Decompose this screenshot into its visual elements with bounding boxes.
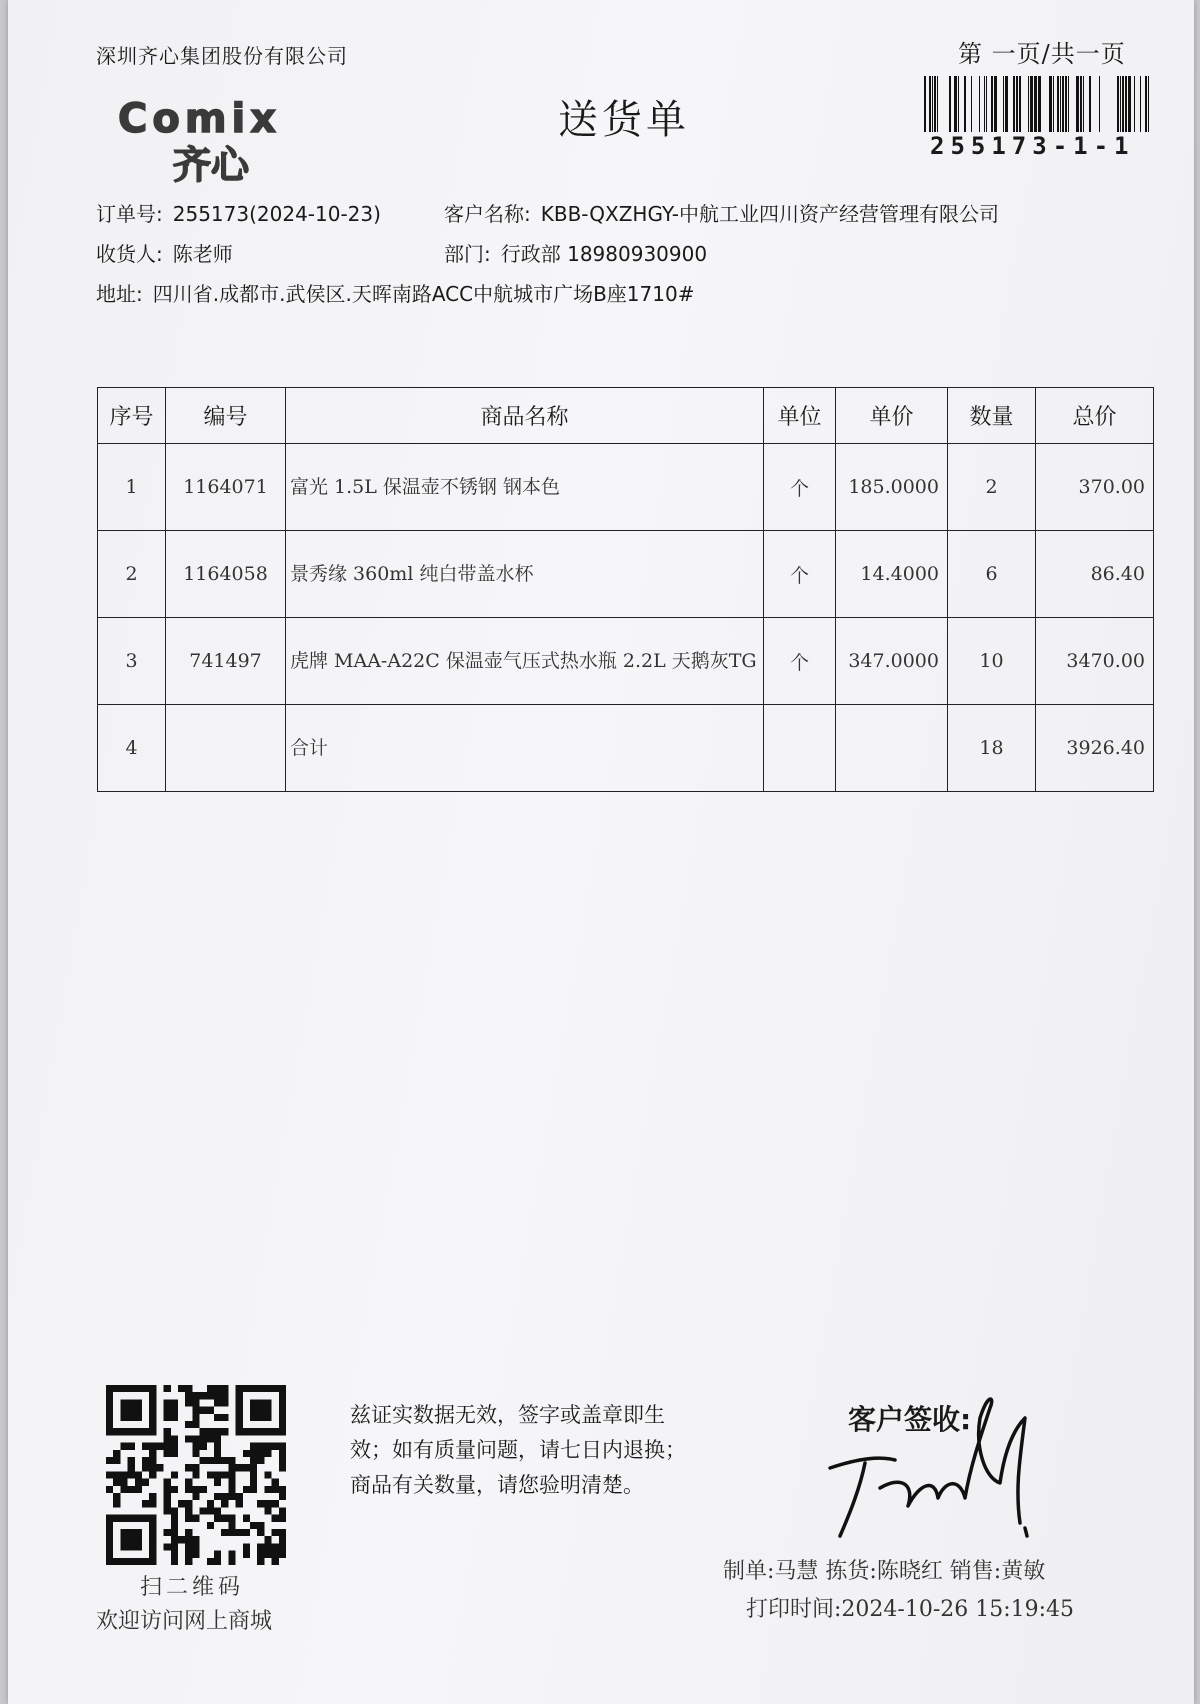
cell-product-name: 景秀缘 360ml 纯白带盖水杯 xyxy=(286,531,764,618)
customer-value: KBB-QXZHGY-中航工业四川资产经营管理有限公司 xyxy=(540,202,1000,226)
cell-total-quantity: 18 xyxy=(948,705,1036,792)
receiver-value: 陈老师 xyxy=(172,242,233,266)
cell-seq: 2 xyxy=(98,531,166,618)
order-number-label: 订单号: xyxy=(96,202,163,226)
address-row xyxy=(96,278,694,307)
customer-signature-label: 客户签收: xyxy=(848,1403,972,1436)
table-total-row xyxy=(98,705,1154,792)
department-label: 部门: xyxy=(444,242,491,266)
cell-seq: 4 xyxy=(98,705,166,792)
cell-product-name: 虎牌 MAA-A22C 保温壶气压式热水瓶 2.2L 天鹅灰TG xyxy=(286,618,764,705)
customer-row xyxy=(444,198,999,227)
cell-total: 3470.00 xyxy=(1036,618,1154,705)
cell-unit: 个 xyxy=(764,618,836,705)
order-number-row xyxy=(96,198,381,227)
cell-total-label: 合计 xyxy=(286,705,764,792)
cell-unit: 个 xyxy=(764,531,836,618)
document-title: 送货单 xyxy=(558,97,690,143)
receiver-label: 收货人: xyxy=(96,242,163,266)
staff-line: 制单:马慧 拣货:陈晓红 销售:黄敏 xyxy=(723,1559,1046,1584)
cell-code: 1164058 xyxy=(166,531,286,618)
table-row xyxy=(98,531,1154,618)
page-info: 第 一页/共一页 xyxy=(958,40,1126,68)
cell-unit-price: 185.0000 xyxy=(836,444,948,531)
qr-caption-scan: 扫二维码 xyxy=(140,1575,245,1600)
header-quantity: 数量 xyxy=(948,388,1036,444)
comix-logo xyxy=(118,98,348,188)
table-row xyxy=(98,444,1154,531)
cell-product-name: 富光 1.5L 保温壶不锈钢 钢本色 xyxy=(286,444,764,531)
cell-code xyxy=(166,705,286,792)
qr-caption-mall: 欢迎访问网上商城 xyxy=(96,1609,273,1634)
header-seq: 序号 xyxy=(98,388,166,444)
cell-code: 1164071 xyxy=(166,444,286,531)
cell-grand-total: 3926.40 xyxy=(1036,705,1154,792)
cell-unit-price: 347.0000 xyxy=(836,618,948,705)
notice-line-3: 商品有关数量，请您验明清楚。 xyxy=(350,1473,644,1497)
cell-quantity: 10 xyxy=(948,618,1036,705)
header-code: 编号 xyxy=(166,388,286,444)
cell-code: 741497 xyxy=(166,618,286,705)
barcode-number: 255173-1-1 xyxy=(930,132,1135,160)
header-unit-price: 单价 xyxy=(836,388,948,444)
cell-unit-price xyxy=(836,705,948,792)
table-header-row xyxy=(98,388,1154,444)
barcode xyxy=(924,76,1149,132)
cell-seq: 1 xyxy=(98,444,166,531)
notice-line-1: 兹证实数据无效，签字或盖章即生 xyxy=(350,1403,665,1427)
cell-unit xyxy=(764,705,836,792)
delivery-note-page xyxy=(8,0,1194,1704)
qr-code xyxy=(106,1385,286,1565)
department-row xyxy=(444,238,707,267)
customer-label: 客户名称: xyxy=(444,202,531,226)
department-value: 行政部 18980930900 xyxy=(500,242,708,266)
header-total: 总价 xyxy=(1036,388,1154,444)
logo-cn-text: 齐心 xyxy=(173,143,250,187)
cell-unit: 个 xyxy=(764,444,836,531)
cell-unit-price: 14.4000 xyxy=(836,531,948,618)
header-product-name: 商品名称 xyxy=(286,388,764,444)
cell-total: 370.00 xyxy=(1036,444,1154,531)
header-unit: 单位 xyxy=(764,388,836,444)
logo-latin-text: Comix xyxy=(118,98,282,142)
address-value: 四川省.成都市.武侯区.天晖南路ACC中航城市广场B座1710# xyxy=(152,282,695,306)
order-number-value: 255173(2024-10-23) xyxy=(172,202,381,226)
items-table xyxy=(97,387,1154,792)
receiver-row xyxy=(96,238,233,267)
print-time: 打印时间:2024-10-26 15:19:45 xyxy=(746,1597,1075,1622)
cell-quantity: 6 xyxy=(948,531,1036,618)
notice-text xyxy=(350,1398,686,1503)
cell-total: 86.40 xyxy=(1036,531,1154,618)
address-label: 地址: xyxy=(96,282,143,306)
cell-quantity: 2 xyxy=(948,444,1036,531)
company-name: 深圳齐心集团股份有限公司 xyxy=(96,44,348,68)
notice-line-2: 效；如有质量问题，请七日内退换； xyxy=(350,1438,686,1462)
table-row xyxy=(98,618,1154,705)
handwritten-signature xyxy=(820,1388,1080,1548)
cell-seq: 3 xyxy=(98,618,166,705)
